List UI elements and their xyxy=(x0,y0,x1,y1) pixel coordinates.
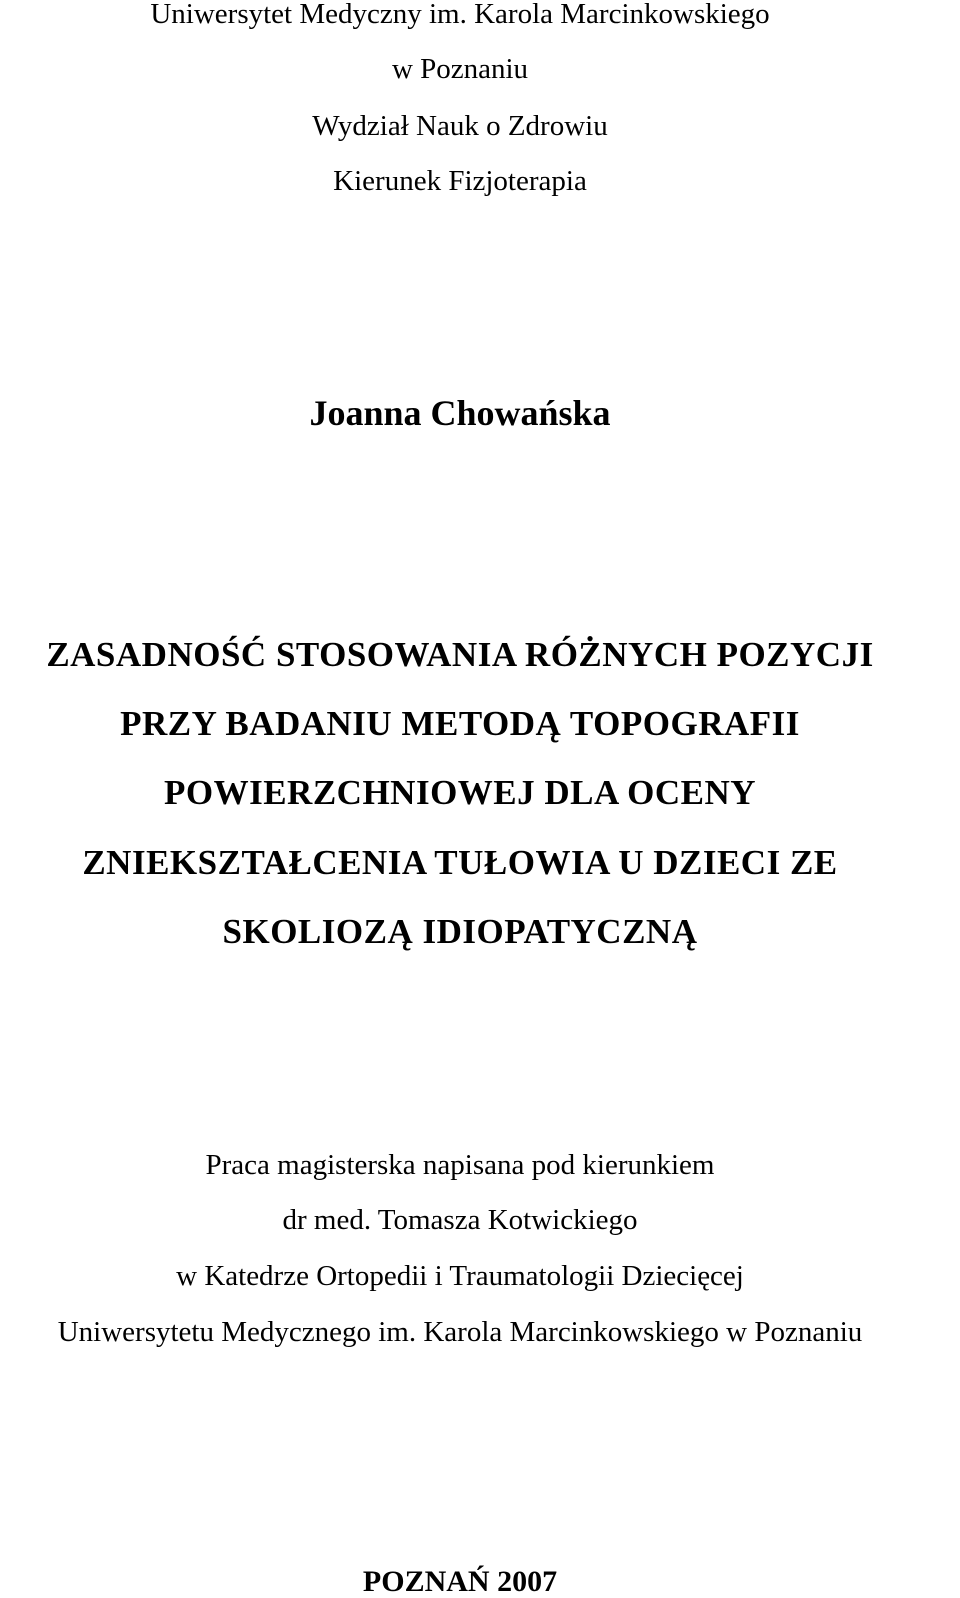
place-and-year: POZNAŃ 2007 xyxy=(362,1565,558,1598)
field-of-study: Kierunek Fizjoterapia xyxy=(333,165,587,197)
faculty-name: Wydział Nauk o Zdrowiu xyxy=(312,110,608,142)
thesis-title-line-5: SKOLIOZĄ IDIOPATYCZNĄ xyxy=(222,912,698,951)
department-name: w Katedrze Ortopedii i Traumatologii Dziecięcej xyxy=(176,1260,744,1292)
university-name: Uniwersytet Medyczny im. Karola Marcinkowskiego xyxy=(150,0,770,30)
university-full-name: Uniwersytetu Medycznego im. Karola Marcinkowskiego w Poznaniu xyxy=(57,1316,863,1348)
supervisor-name: dr med. Tomasza Kotwickiego xyxy=(282,1204,638,1236)
thesis-title-line-1: ZASADNOŚĆ STOSOWANIA RÓŻNYCH POZYCJI xyxy=(46,635,874,674)
thesis-title-line-2: PRZY BADANIU METODĄ TOPOGRAFII xyxy=(120,704,800,743)
author-name: Joanna Chowańska xyxy=(309,393,611,433)
thesis-type: Praca magisterska napisana pod kierunkiem xyxy=(205,1149,715,1181)
university-city: w Poznaniu xyxy=(391,53,529,85)
thesis-title-line-3: POWIERZCHNIOWEJ DLA OCENY xyxy=(163,773,757,812)
thesis-title-line-4: ZNIEKSZTAŁCENIA TUŁOWIA U DZIECI ZE xyxy=(82,843,838,882)
